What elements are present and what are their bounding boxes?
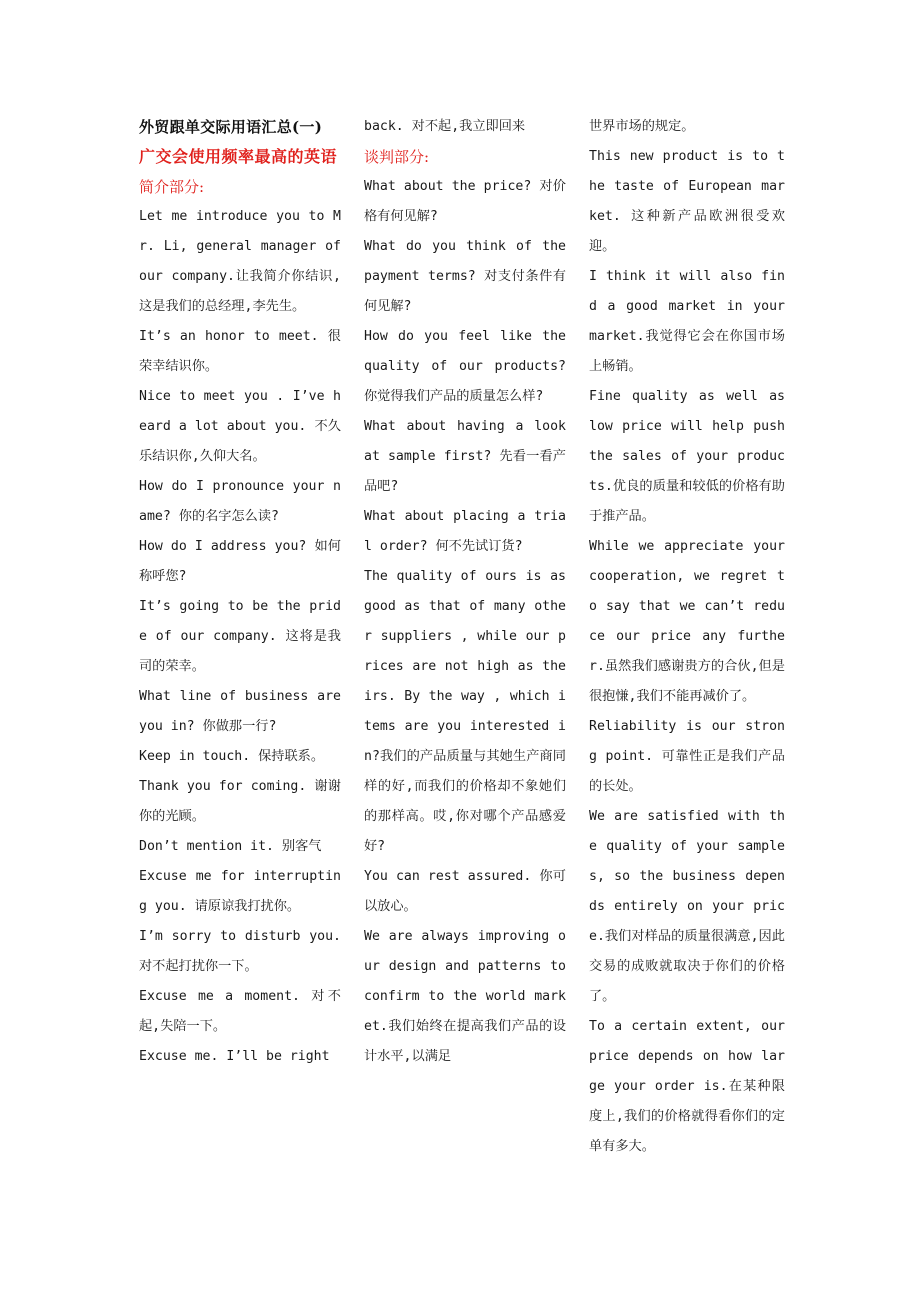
phrase-paragraph: This new product is to the taste of European market. 这种新产品欧洲很受欢迎。 bbox=[589, 149, 785, 254]
phrase-paragraph: How do I address you? 如何称呼您? bbox=[139, 539, 341, 584]
phrase-paragraph: I’m sorry to disturb you. 对不起打扰你一下。 bbox=[139, 929, 341, 974]
phrase-paragraph: Fine quality as well as low price will help push the sales of your products.优良的质量和较低的价格有助于推产品。 bbox=[589, 389, 785, 524]
document-subtitle: 广交会使用频率最高的英语 bbox=[139, 147, 338, 166]
phrase-paragraph: It’s going to be the pride of our company. 这将是我司的荣幸。 bbox=[139, 599, 341, 674]
document-title: 外贸跟单交际用语汇总(一) bbox=[139, 118, 323, 136]
phrase-paragraph: How do you feel like the quality of our products? 你觉得我们产品的质量怎么样? bbox=[364, 329, 566, 404]
phrase-paragraph: To a certain extent, our price depends on how large your order is.在某种限度上,我们的价格就得看你们的定单有多大。 bbox=[589, 1019, 785, 1154]
phrase-paragraph: The quality of ours is as good as that of many other suppliers , while our prices are not high as theirs. By the way , which items are you interested in?我们的产品质量与其她生产商同样的好,而我们的价格却不象她们的那样高。哎,你对哪个产品感爱好? bbox=[364, 569, 566, 854]
phrase-paragraph: Nice to meet you . I’ve heard a lot about you. 不久乐结识你,久仰大名。 bbox=[139, 389, 341, 464]
phrase-paragraph: Excuse me a moment. 对不起,失陪一下。 bbox=[139, 989, 341, 1034]
phrase-paragraph: Excuse me. I’ll be right bbox=[139, 1049, 330, 1064]
phrase-paragraph: What about the price? 对价格有何见解? bbox=[364, 179, 566, 224]
phrase-paragraph: How do I pronounce your name? 你的名字怎么读? bbox=[139, 479, 341, 524]
phrase-paragraph: We are satisfied with the quality of your samples, so the business depends entirely on your price.我们对样品的质量很满意,因此交易的成败就取决于你们的价格了。 bbox=[589, 809, 785, 1004]
phrase-paragraph: I think it will also find a good market in your market.我觉得它会在你国市场上畅销。 bbox=[589, 269, 785, 374]
column-3 bbox=[589, 112, 785, 1162]
phrase-paragraph: You can rest assured. 你可以放心。 bbox=[364, 869, 566, 914]
phrase-paragraph: What about placing a trial order? 何不先试订货? bbox=[364, 509, 566, 554]
phrase-paragraph: It’s an honor to meet. 很荣幸结识你。 bbox=[139, 329, 341, 374]
phrase-paragraph: Thank you for coming. 谢谢你的光顾。 bbox=[139, 779, 341, 824]
phrase-paragraph: Reliability is our strong point. 可靠性正是我们产品的长处。 bbox=[589, 719, 785, 794]
phrase-paragraph: Let me introduce you to Mr. Li, general manager of our company.让我简介你结识,这是我们的总经理,李先生。 bbox=[139, 209, 341, 314]
section-heading-introduction: 简介部分: bbox=[139, 178, 205, 196]
phrase-paragraph: While we appreciate your cooperation, we regret to say that we can’t reduce our price any further.虽然我们感谢贵方的合伙,但是很抱慊,我们不能再减价了。 bbox=[589, 539, 785, 704]
phrase-paragraph: What about having a look at sample first? 先看一看产品吧? bbox=[364, 419, 566, 494]
phrase-paragraph: back. 对不起,我立即回来 bbox=[364, 119, 526, 134]
phrase-paragraph: Excuse me for interrupting you. 请原谅我打扰你。 bbox=[139, 869, 341, 914]
phrase-paragraph: What do you think of the payment terms? 对支付条件有何见解? bbox=[364, 239, 566, 314]
phrase-paragraph: Don’t mention it. 别客气 bbox=[139, 839, 322, 854]
phrase-paragraph: 世界市场的规定。 bbox=[589, 119, 695, 134]
phrase-paragraph: Keep in touch. 保持联系。 bbox=[139, 749, 325, 764]
column-2 bbox=[364, 112, 566, 1072]
section-heading-negotiation: 谈判部分: bbox=[364, 148, 430, 166]
phrase-paragraph: We are always improving our design and patterns to confirm to the world market.我们始终在提高我们产品的设计水平,以满足 bbox=[364, 929, 566, 1064]
phrase-paragraph: What line of business are you in? 你做那一行? bbox=[139, 689, 341, 734]
column-1 bbox=[139, 112, 341, 1072]
